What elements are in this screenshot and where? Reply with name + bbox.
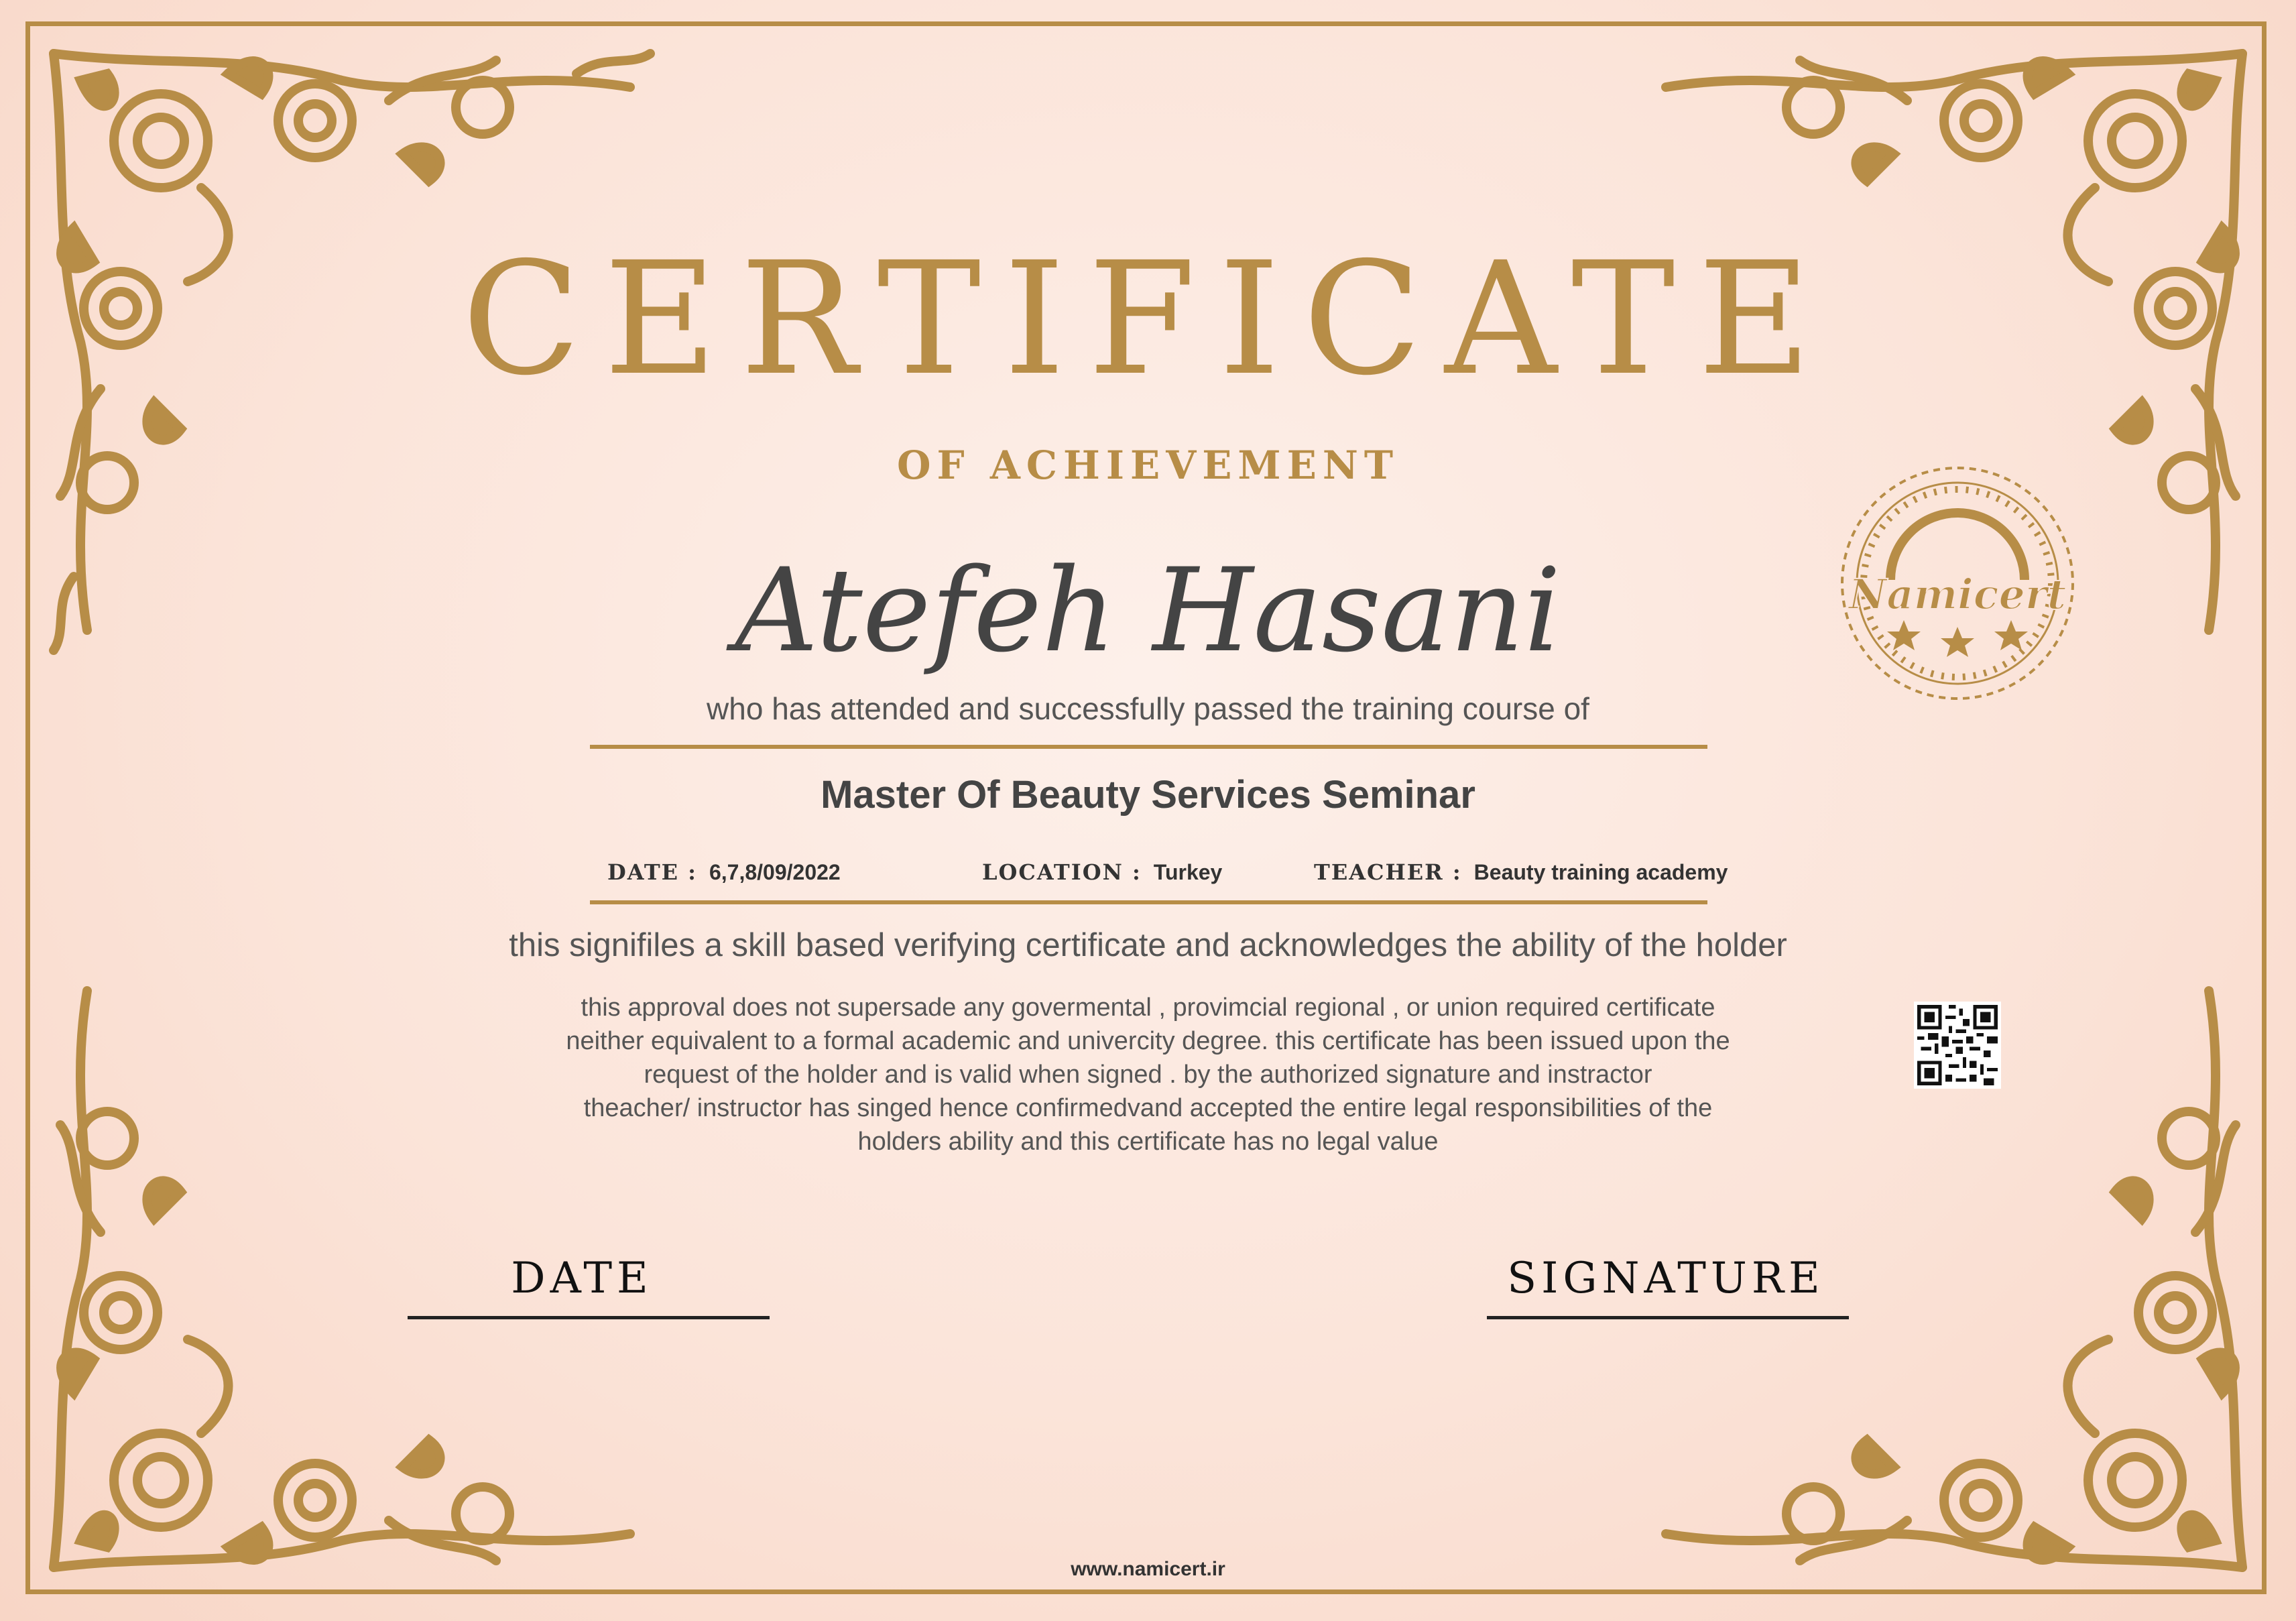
date-detail-value: 6,7,8/09/2022 — [709, 860, 841, 884]
certificate-title: CERTIFICATE — [462, 229, 1834, 410]
signature-field-line — [1487, 1316, 1849, 1319]
footer-url[interactable]: www.namicert.ir — [1071, 1558, 1225, 1580]
date-detail — [607, 859, 841, 885]
disclaimer-line: neither equivalent to a formal academic and univercity degree. this certificate has been issued upon the — [566, 1027, 1730, 1055]
course-name: Master Of Beauty Services Seminar — [821, 773, 1475, 817]
disclaimer-line: theacher/ instructor has singed hence confirmedvand accepted the entire legal responsibilities of the — [583, 1094, 1713, 1122]
date-field-label: DATE — [511, 1254, 653, 1303]
date-field-line — [408, 1316, 770, 1319]
seal-brand: Namicert — [1848, 570, 2067, 619]
disclaimer-line: request of the holder and is valid when signed . by the authorized signature and instractor — [644, 1061, 1652, 1089]
teacher-detail-label: TEACHER : — [1314, 859, 1462, 885]
signature-field-label: SIGNATURE — [1507, 1254, 1825, 1303]
course-top-divider — [590, 745, 1707, 749]
teacher-detail — [1314, 859, 1728, 885]
location-detail — [982, 859, 1222, 885]
disclaimer-line: holders ability and this certificate has no legal value — [857, 1128, 1439, 1156]
disclaimer-paragraph — [503, 991, 1793, 1158]
attended-statement: who has attended and successfully passed the training course of — [707, 691, 1589, 726]
laurel-seal-icon — [1837, 463, 2078, 704]
location-detail-value: Turkey — [1153, 860, 1223, 884]
recipient-name: Atefeh Hasani — [735, 543, 1561, 678]
details-bottom-divider — [590, 900, 1707, 904]
location-detail-label: LOCATION : — [982, 859, 1142, 885]
signifies-statement: this signifiles a skill based verifying certificate and acknowledges the ability of the holder — [509, 927, 1787, 963]
teacher-detail-value: Beauty training academy — [1473, 860, 1728, 884]
disclaimer-line: this approval does not supersade any govermental , provimcial regional , or union required certificate — [581, 994, 1715, 1022]
certificate-subtitle: OF ACHIEVEMENT — [897, 442, 1399, 488]
date-detail-label: DATE : — [607, 859, 697, 885]
qr-code-icon — [1914, 1002, 2001, 1089]
